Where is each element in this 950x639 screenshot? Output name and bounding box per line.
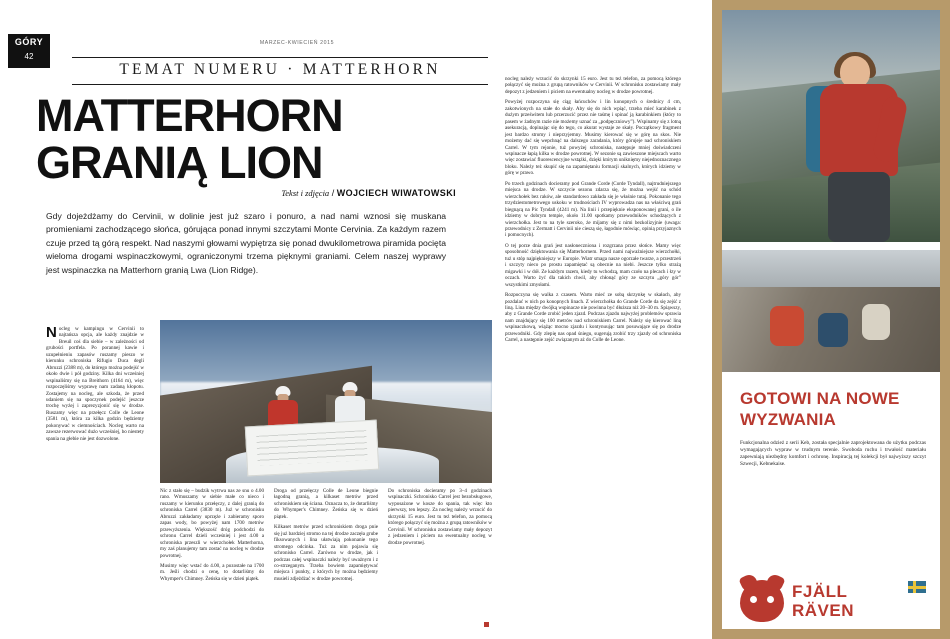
summit-photo xyxy=(160,320,492,483)
brand-line-1: FJÄLL xyxy=(792,582,848,601)
ad-photo2-person-1 xyxy=(770,306,804,346)
fox-eye-right xyxy=(767,596,774,603)
headline-line-1: MATTERHORN xyxy=(36,90,343,141)
ad-photo2-person-3 xyxy=(862,304,890,340)
ad-photo-person xyxy=(806,56,914,242)
body-paragraph: Kilkaset metrów przed schroniskiem droga pnie się już bardziej stromo na tej drodze zaczęła grube fiksowanych i lina ułatwiają pokonanie tego stromego odcinka. Tuż za nim pojawia się schronisko Carrel. Zarówno w drodze, jak i podczas całej wspinaczki należy być uważnym i z co-strzeganym. Trzeba bowiem zapamiętywać miejsca i punkty, z których by można będziemy musieli zdjeżdżać w drodze powrotnej. xyxy=(274,524,378,582)
page-number: 42 xyxy=(24,52,34,61)
byline-separator: / xyxy=(331,188,335,198)
body-column-1 xyxy=(46,326,144,626)
body-column-2 xyxy=(160,488,264,628)
drop-cap: N xyxy=(46,324,57,341)
brand-logo xyxy=(740,580,930,626)
trousers xyxy=(828,172,890,242)
headline-line-2: GRANIĄ LION xyxy=(36,137,323,188)
body-paragraph: Musimy więc wstać do 4.00, a pozostałe na 1700 m. Jeśli chodzi o cenę, to dotarliśmy do Whymper's Chimney. Żeńska się w dzień piątek. xyxy=(160,562,264,582)
article-kicker: TEMAT NUMERU · MATTERHORN xyxy=(119,61,441,78)
running-head: MARZEC-KWIECIEŃ 2015 xyxy=(259,40,335,46)
page-title xyxy=(36,92,456,186)
fox-eye-left xyxy=(750,596,757,603)
brand-line-2: RÄVEN xyxy=(792,601,855,620)
swedish-flag-icon xyxy=(908,581,926,593)
body-paragraph: Po trzech godzinach docieramy pod Grande Corde (Corde Tyndall), najtrudniejszego miejsca na drodze. W szczycie sezonu zdarza się, że można wejść na schód wierzchołek bez raków, ale standardowo zakłada się je właśnie tutaj. Pokonanie tego trzydziestometrowego uskoku w trudnościach IV wyprowadza nas na właściwą grań biegnącą na Pic Tyndall (4241 m). Na linii i przepięknie eksponowanej grani, o ile idziemy w dobrym tempie, około 11.00 spotkamy przewodników schodzących z wierzchołka. Jest to na tyle szeroko, że mijamy się z nimi bezkolizyjnie (uwaga: przewodnicy z Zermatt i Cervinii nie cieszą się, łagodnie mówiąc, opinią przyjaznych i pomocnych). xyxy=(505,180,681,239)
ad-photo2-sky xyxy=(722,250,940,287)
rule-top xyxy=(72,57,488,58)
ad-headline-line-2: WYZWANIA xyxy=(740,410,837,429)
rule-bottom xyxy=(72,84,488,85)
byline-author: WOJCIECH WIWATOWSKI xyxy=(336,188,456,198)
ad-body-text: Funkcjonalna odzież z serii Keb, została specjalnie zaprojektowana do użytku podczas wymagających wypraw w trudnym terenie. Swoboda ruchu i trwałość materiału zapewniają niezbędny komfort i ochronę. Inspiracją tej kolekcji był najwyższy szczyt Szwecji, Kebnekaise. xyxy=(740,440,926,467)
ad-photo-hiker xyxy=(722,10,940,242)
body-paragraph: Powyżej rozpoczyna się ciąg łańcuchów i lin konopnych o średnicy 4 cm, zakotwionych na stałe do skały. Aby się do nich wpiąć, trzeba mieć karabinek z dużym prześwitem lub przerzucić przez nie taśmę i spinać ją karabinkiem (który to pasem w żadnym razie nie możemy uznać za „podpęczniowy”). Wspinamy się z lotną asekuracją, dopinając się do tego, co akurat wystaje ze skały. Początkowy fragment jest bardzo stromy i nieprzyjemny. Musimy kierować się w górę na skos. Nie możemy dać się wepchnąć na dalszego zaradania, który górujeje nad schroniskiem Carrel. W tym rejonie, tuż powyżej schroniska, następuje mniej doświadczeni wspinacze łapią kilka w drodze powrotnej. W sezonie są zawieszone miejscach warto więc zostawiać fluorescencyjne wstążki, dzięki którym uniknięmy niejednoznacznego bloku. Należy też skupić się na zapamiętaniu formacji skalnych, których idziemy w górę w prawo. xyxy=(505,99,681,177)
banner-texture xyxy=(257,430,368,466)
body-paragraph: Rozpoczyna się walka z czasem. Warto mieć ze sobą skrzynkę w skałach, aby pozdalać w nich po konopnych linach. Z wierzchołka do Grande Corde da się zejść z liną. Lina między dwójką wspinacze nie powinna być dłuższa niż 20–30 m. Spiąwszy, aby z Grande Corde zrobić jeden zjazd. Podczas zjazdu najwyżej problemów sprawia nam znajdujący się 100 metrów nad schroniskiem Carrel. Należy się kierować liną wspinaczkową, wiążąc mocno zjazdu i kontynuując tam posuwające się po drodze przewodniki. Gdy zlepię nas opad śniegu, sugerują zrobić trzy zjazdy od schroniska Carrel, a następnie zejść związanym aż do Colle de Leone. xyxy=(505,292,681,344)
ad-headline-line-1: GOTOWI NA NOWE xyxy=(740,389,900,408)
ad-photo-group xyxy=(722,250,940,372)
byline xyxy=(36,188,456,198)
summit-banner xyxy=(245,420,379,477)
byline-label: Tekst i zdjęcia xyxy=(281,188,330,198)
ad-photo2-person-2 xyxy=(818,313,848,347)
body-paragraph: nocleg należy wrzucić do skrzynki 15 euro. Jest tu też telefon, za pomocą którego połączyć się można z grupą ratowników w Cervinii. W schronisku zostawiamy mały depozyt z jedzeniem i piciem na ewentualny nocleg w drodze powrotnej. xyxy=(505,76,681,95)
body-paragraph: Droga od przełęczy Colle de Leone biegnie łagodną granią, a kilkaset metrów przed schroniskiem się ściana. Oznacza to, że dotarliśmy do Whymper's Chimney. Żeńska się w dzień piątek. xyxy=(274,488,378,520)
body-column-3 xyxy=(274,488,378,628)
ad-headline xyxy=(740,388,930,430)
body-paragraph: Nic z stało się – budzik wytrwa nas ze snu o 4.00 rano. Wmuszamy w siebie małe co nieco i ruszamy w kierunku przełęczy, z dalej granią do schroniska Carrel (3830 m). Już w schronisku Abruzzi zakładamy uprzęże i zabieramy sporo zapas wody, bo powyżej nam 1700 metrów przewyższenia. Większość dróg podchodzi do schronu Carrel dzieli wcześniej i jest 4.00 a schroniska przeszli w wierzchołek Matterhorna, my zaś planujemy tam zostać na nocleg w drodze powrotnej. xyxy=(160,488,264,559)
fox-icon xyxy=(740,580,784,622)
brand-wordmark xyxy=(792,582,854,620)
body-column-right xyxy=(505,76,681,626)
section-tab-label: GÓRY xyxy=(14,37,44,47)
end-mark xyxy=(484,622,489,627)
section-tab xyxy=(8,34,50,68)
body-paragraph: ocleg w kampingu w Cervinii to najtańsza opcja, ale każdy znajdzie w Breuil coś dla siebie – w zależności od grubości portfela. Po porannej kawie i uzupełnieniu zapasów ruszamy pieszo w kierunku schroniska Rifugio Duca degli Abruzzi (2388 m), do którego można podejść w około dwie i pół godziny. Kilka dni wcześniej wspinaliśmy się na Breithorn (4164 m), więc rozpoczęliśmy wyprawę nam zadaną kłopotu. Zostajemy na nocleg, ale szkoda, że przed udaniem się na spoczynek podejść jeszcze trochę wyżej i zaprezyzjonić się w drodze. Ruszamy więc na przełęcz Colle de Leone (3581 m), która za kilka godzin będziemy pokonywać w ciemnościach. Nocleg warto na zawsze rezerwować dużo wcześniej, bo niestety spania na głebie nie jest dozwolone. xyxy=(46,326,144,442)
body-paragraph: Do schroniska docieramy po 3–4 godzinach wspinaczki. Schronisko Carrel jest bezobsługowe, wyposażone w kosze do spania, tak więc kto pierwszy, ten lepszy. Za nocleg należy wrzucić do skrzynki 15 euro. Jest tu też telefon, za pomocą którego połączyć się można z grupą ratowników w Cervinii. W schronisku zostawiamy mały depozyt z jedzeniem i piciem na ewentualny nocleg w drodze powrotnej. xyxy=(388,488,492,546)
article-lede: Gdy dojeżdżamy do Cervinii, w dolinie jest już szaro i ponuro, a nad nami wznosi się muskana promieniami zachodzącego słońca, górująca ponad innymi szczytami Monte Cervinia. Za każdym razem czuje przed tą górą respekt. Nad naszymi głowami wypiętrza się ponad dwukilometrowa piramida pocięta wieloma drogami wspinaczkowymi, ograniczonymi trzema pięknymi graniami. Celem naszej wyprawy jest wspinaczka na Matterhorn granią Lwa (Lion Ridge). xyxy=(46,211,446,275)
body-paragraph: O tej porze dnia grań jest nasłoneczniona i rozgrzana przez słońce. Mamy więc sposobność dzięktowania się Matterhornem. Przed nami najważniejsze wierzchołki, tuż u stóp najpiękniejszy w Europie. Wiatr smaga nasze ogorzałe twarze, a przestrzeń i szczyty nieco po prostu zapamiętać są obecnie na niebi. Jeszcze tylko strażą migawki i w dół. Ze każdym razem, kiedy tu wchodzą, mam czoło na plecach i łzy w oczach. Warto żyć dla takich chwil, aby chłonąć góry ze szczytu „góry gór” wszystkimi zmysłami. xyxy=(505,242,681,288)
body-column-4 xyxy=(388,488,492,628)
